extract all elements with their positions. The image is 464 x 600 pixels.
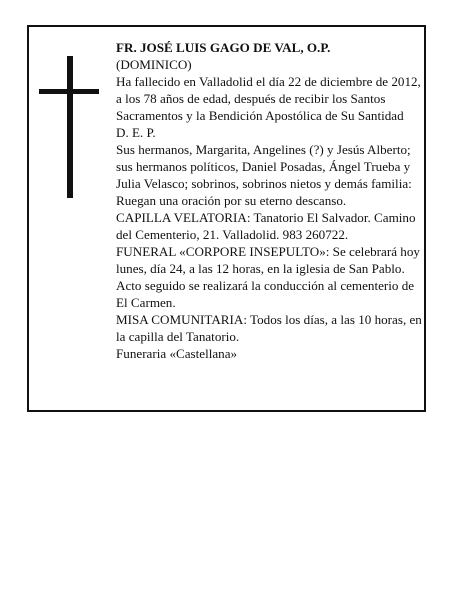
death-announcement: Ha fallecido en Valladolid el día 22 de diciembre de 2012, a los 78 años de edad, después de recibir los Santos Sacramentos y la Bendición Apostólica de Su Santidad <box>116 74 421 123</box>
prayer-request: Ruegan una oración por su eterno descanso. <box>116 193 347 208</box>
cross-vertical-bar <box>67 56 73 198</box>
deceased-name: FR. JOSÉ LUIS GAGO DE VAL, O.P. <box>116 40 331 55</box>
funeral-home: Funeraria «Castellana» <box>116 346 238 361</box>
mass-info: MISA COMUNITARIA: Todos los días, a las 10 horas, en la capilla del Tanatorio. <box>116 312 422 344</box>
rest-in-peace: D. E. P. <box>116 125 156 140</box>
religious-order: (DOMINICO) <box>116 57 192 72</box>
cross-horizontal-bar <box>39 89 99 94</box>
funeral-info: FUNERAL «CORPORE INSEPULTO»: Se celebrará hoy lunes, día 24, a las 12 horas, en la iglesia de San Pablo. Acto seguido se realizará la conducción al cementerio de El Carmen. <box>116 244 420 310</box>
obituary-notice <box>27 25 426 412</box>
family-list: Sus hermanos, Margarita, Angelines (?) y Jesús Alberto; sus hermanos políticos, Daniel Posadas, Ángel Trueba y Julia Velasco; sobrinos, sobrinos nietos y demás familia: <box>116 142 412 191</box>
chapel-info: CAPILLA VELATORIA: Tanatorio El Salvador. Camino del Cementerio, 21. Valladolid. 983 260722. <box>116 210 416 242</box>
notice-text <box>116 39 424 362</box>
cross-icon <box>39 56 99 198</box>
